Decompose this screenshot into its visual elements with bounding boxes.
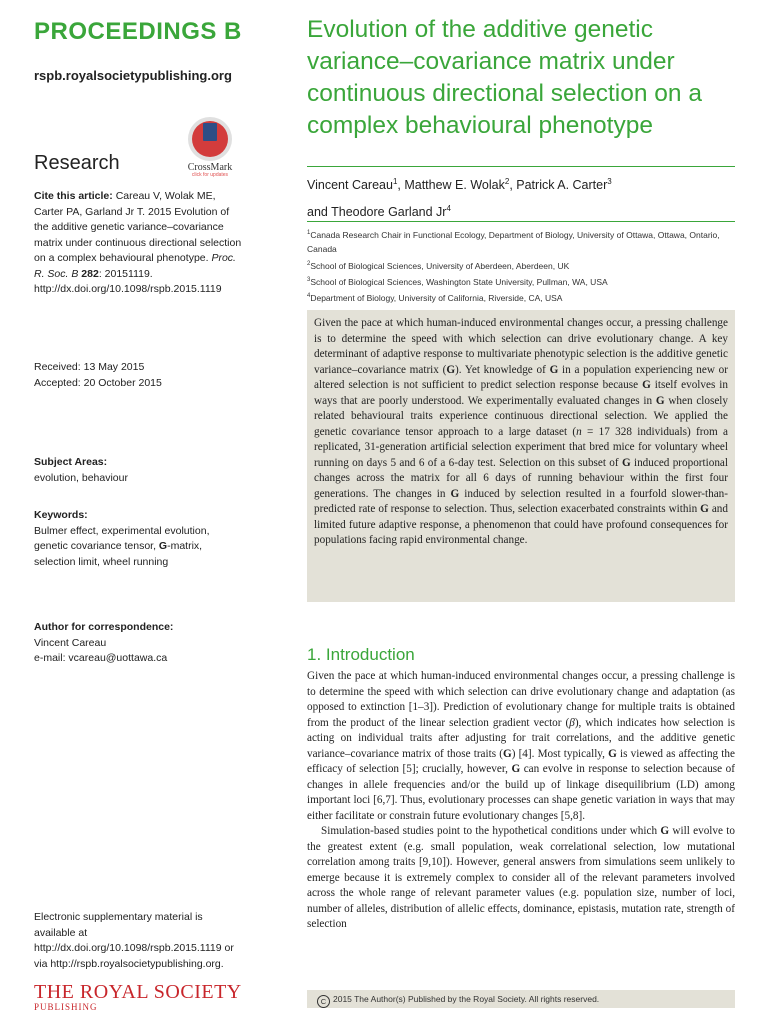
correspondence-block	[34, 620, 244, 667]
accepted-date: Accepted: 20 October 2015	[34, 376, 162, 389]
abstract-box: Given the pace at which human-induced environmental changes occur, a pressing challenge is to determine the speed with which selection can drive evolutionary change. A key determinant of adaptive response to multivariate phenotypic selection is the additive genetic variance–covariance matrix (G). Yet knowledge of G in a population experiencing new or altered selection is not sufficient to predict selection response because G itself evolves in ways that are poorly understood. We experimentally evaluated changes in G when closely related behavioural traits experience continuous directional selection. We applied the genetic covariance tensor approach to a large dataset (n = 17 328 individuals) from a replicated, 31-generation artificial selection experiment that bred mice for voluntary wheel running on days 5 and 6 of a 6-day test. Selection on this subset of G induced proportional changes across the matrix for all 6 days of running behaviour within the first four generations. The changes in G induced by selection resulted in a fourfold slower-than-predicted rate of response to selection. Thus, selection exacerbated constraints within G and limited future adaptive response, a phenomenon that could have profound consequences for populations facing rapid environmental change.	[307, 310, 735, 602]
introduction-body	[307, 669, 735, 933]
copyright-text: 2015 The Author(s) Published by the Royal Society. All rights reserved.	[333, 994, 600, 1004]
affiliation: $^1$Canada Research Chair in Functional Ecology, Department of Biology, University of Ottawa, Ottawa, Ontario, Canada	[307, 229, 720, 255]
keywords-value: Bulmer effect, experimental evolution, genetic covariance tensor, G-matrix, selection limit, wheel running	[34, 524, 210, 568]
author: Patrick A. Carter$^3$	[516, 177, 612, 193]
citation-label: Cite this article:	[34, 190, 113, 202]
paragraph: Given the pace at which human-induced environmental changes occur, a pressing challenge is to determine the speed with which selection can drive evolutionary change and adaptation (as opposed to extinction [1–3]). Prediction of evolutionary change for multiple traits is obtained from the product of the linear selection gradient vector (β), which indicates how selection is acting on individual traits after adjusting for trait correlations, and the additive genetic variance–covariance matrix of those traits (G) [4]. Most typically, G is viewed as affecting the efficacy of selection [5]; crucially, however, G can evolve in response to selection because of changes in allele frequencies and/or the build up of linkage disequilibrium (LD) among important loci [6,7]. Thus, evolutionary processes can shape genetic variation in ways that may either facilitate or constrain future evolutionary changes [5,8].	[307, 670, 736, 822]
affiliation: $^2$School of Biological Sciences, University of Aberdeen, Aberdeen, UK	[307, 260, 570, 271]
correspondence-email[interactable]: e-mail: vcareau@uottawa.ca	[34, 652, 168, 664]
crossmark-subtitle: click for updates	[191, 172, 229, 178]
correspondence-label: Author for correspondence:	[34, 621, 174, 633]
subject-areas-value: evolution, behaviour	[34, 471, 128, 484]
supplementary-note: Electronic supplementary material is available at http://dx.doi.org/10.1098/rspb.2015.1119 or via http://rspb.royalsocietypublishing.org.	[34, 911, 234, 970]
citation-block	[34, 189, 244, 298]
subject-areas-label: Subject Areas:	[34, 456, 108, 468]
crossmark-icon	[188, 117, 232, 161]
journal-site-link[interactable]: rspb.royalsocietypublishing.org	[34, 68, 232, 83]
affiliation: $^3$School of Biological Sciences, Washington State University, Pullman, WA, USA	[307, 276, 608, 287]
section-label: Research	[34, 152, 120, 174]
copyright-icon: C	[317, 995, 330, 1008]
authors-rule	[307, 221, 735, 222]
citation-text: Careau V, Wolak ME, Carter PA, Garland Jr T. 2015 Evolution of the additive genetic variance–covariance matrix under continuous directional selection on a complex behavioural phenotype.	[34, 190, 242, 264]
publisher-subname: PUBLISHING	[34, 1002, 98, 1012]
citation-doi-link[interactable]: http://dx.doi.org/10.1098/rspb.2015.1119	[34, 283, 222, 295]
author-list	[307, 170, 737, 224]
section-heading-introduction: 1. Introduction	[307, 645, 415, 664]
title-rule	[307, 166, 735, 167]
keywords-label: Keywords:	[34, 509, 88, 521]
affiliation: $^4$Department of Biology, University of California, Riverside, CA, USA	[307, 293, 563, 304]
paragraph: Simulation-based studies point to the hypothetical conditions under which G will evolve to the greatest extent (e.g. small population, weak correlational selection, low mutational correlation among traits [9,10]). However, general answers from simulations seem unlikely to emerge because it is extremely complex to consider all of the relevant parameters involved across the whole range of relevant parameter values (e.g. population size, number of loci, number of alleles, distribution of allelic effects, dominance, epistasis, mutation rate, strength of selection	[307, 825, 735, 930]
publisher-name: THE ROYAL SOCIETY	[34, 981, 242, 1003]
citation-journal: Proc. R. Soc. B	[34, 252, 236, 280]
article-title: Evolution of the additive genetic variance–covariance matrix under continuous directional selection on a complex behavioural phenotype	[307, 16, 702, 139]
subject-areas	[34, 455, 244, 486]
copyright-footer	[307, 990, 735, 1008]
received-date: Received: 13 May 2015	[34, 361, 145, 373]
citation-volume: 282	[81, 267, 99, 280]
dates-block	[34, 360, 244, 391]
journal-name: PROCEEDINGS B	[34, 18, 242, 45]
affiliation-list	[307, 226, 737, 306]
publisher-logo	[34, 982, 242, 1012]
citation-page: : 20151119.	[98, 267, 153, 280]
correspondence-name: Vincent Careau	[34, 636, 107, 649]
crossmark-title: CrossMark	[187, 162, 233, 173]
author: Matthew E. Wolak$^2$,	[404, 177, 517, 193]
crossmark-badge[interactable]	[178, 117, 242, 178]
author: and Theodore Garland Jr$^4$	[307, 204, 451, 220]
author: Vincent Careau$^1$,	[307, 177, 405, 193]
keywords-block	[34, 508, 244, 570]
